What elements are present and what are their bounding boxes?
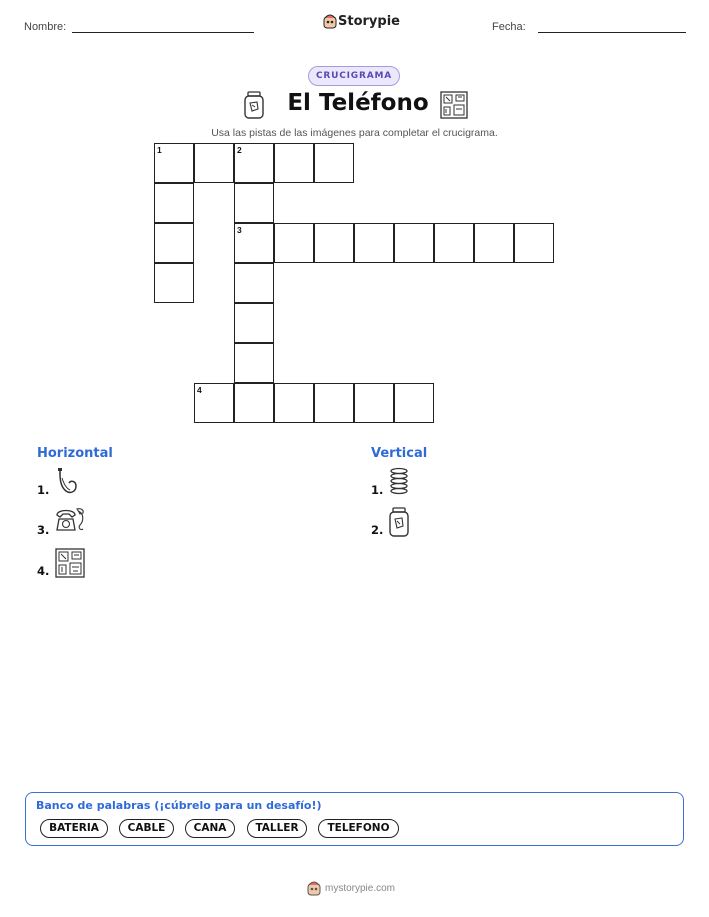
grid-cell[interactable] <box>434 223 474 263</box>
grid-cell[interactable] <box>274 223 314 263</box>
clue-number: 4 <box>197 385 202 395</box>
clue-number: 2 <box>237 145 242 155</box>
coiled-cable-icon <box>54 466 80 496</box>
grid-cell[interactable] <box>234 183 274 223</box>
grid-cell[interactable] <box>154 223 194 263</box>
clue-number: 3. <box>37 523 50 537</box>
grid-cell[interactable] <box>234 143 274 183</box>
vertical-heading: Vertical <box>371 446 428 461</box>
word-bank-item: CABLE <box>119 819 174 838</box>
clue-number: 2. <box>371 523 384 537</box>
clue-number: 1 <box>157 145 162 155</box>
grid-cell[interactable] <box>234 343 274 383</box>
word-bank-title: Banco de palabras (¡cúbrelo para un desafío!) <box>36 799 322 812</box>
word-bank-item: TALLER <box>247 819 307 838</box>
word-bank-item: CANA <box>185 819 235 838</box>
grid-cell[interactable] <box>314 143 354 183</box>
grid-cell[interactable] <box>154 143 194 183</box>
grid-cell[interactable] <box>234 303 274 343</box>
grid-cell[interactable] <box>154 263 194 303</box>
grid-cell[interactable] <box>194 143 234 183</box>
grid-cell[interactable] <box>514 223 554 263</box>
grid-cell[interactable] <box>154 183 194 223</box>
grid-cell[interactable] <box>314 223 354 263</box>
grid-cell[interactable] <box>234 383 274 423</box>
horizontal-heading: Horizontal <box>37 446 113 461</box>
grid-cell[interactable] <box>474 223 514 263</box>
telephone-icon <box>54 507 86 533</box>
footer-url[interactable]: mystorypie.com <box>325 883 396 894</box>
grid-cell[interactable] <box>314 383 354 423</box>
grid-cell[interactable] <box>234 263 274 303</box>
clue-number: 3 <box>237 225 242 235</box>
puzzle-type-badge: CRUCIGRAMA <box>308 66 400 86</box>
storypie-logo-icon <box>307 880 321 896</box>
grid-cell[interactable] <box>234 223 274 263</box>
grid-cell[interactable] <box>274 143 314 183</box>
word-bank-item: TELEFONO <box>318 819 399 838</box>
clue-number: 1. <box>37 483 50 497</box>
date-label: Fecha: <box>492 21 526 33</box>
name-label: Nombre: <box>24 21 67 33</box>
page-title: El Teléfono <box>287 90 429 116</box>
crossword-grid <box>0 0 709 440</box>
clue-number: 1. <box>371 483 384 497</box>
grid-cell[interactable] <box>354 383 394 423</box>
word-bank-item: BATERIA <box>40 819 108 838</box>
grid-cell[interactable] <box>194 383 234 423</box>
workshop-icon <box>55 548 85 578</box>
grid-cell[interactable] <box>394 383 434 423</box>
grid-cell[interactable] <box>354 223 394 263</box>
spring-icon <box>388 467 410 497</box>
grid-cell[interactable] <box>274 383 314 423</box>
clue-number: 4. <box>37 564 50 578</box>
brand-name: Storypie <box>338 14 400 29</box>
instructions: Usa las pistas de las imágenes para completar el crucigrama. <box>211 127 498 139</box>
battery-jar-icon <box>388 507 410 537</box>
grid-cell[interactable] <box>394 223 434 263</box>
